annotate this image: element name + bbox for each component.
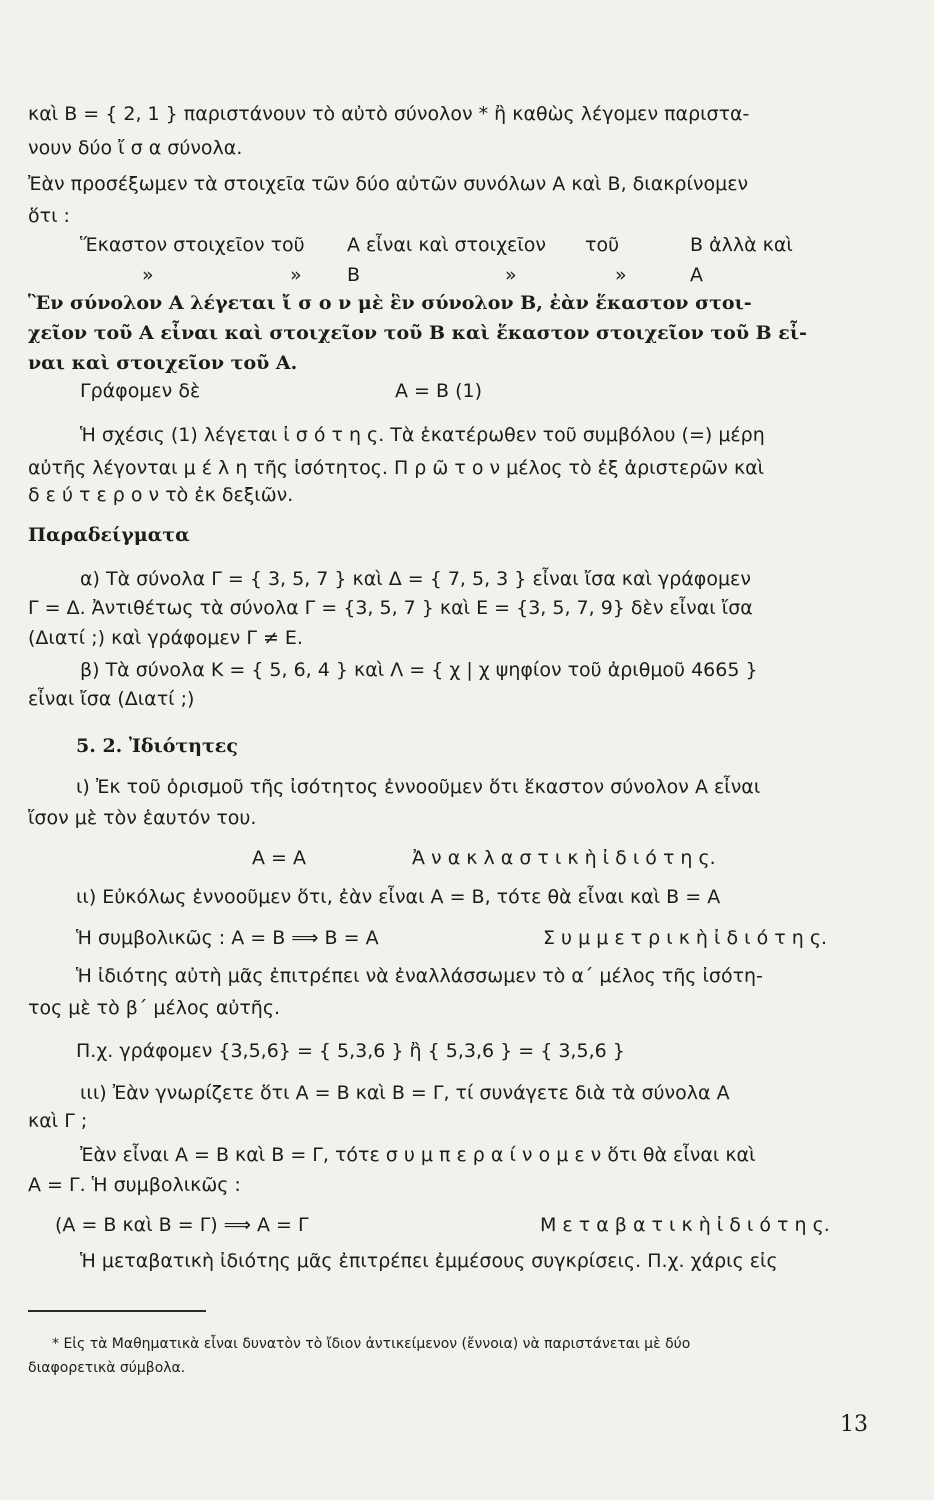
text-line: Ἡ ἰδιότης αὐτὴ μᾶς ἐπιτρέπει νὰ ἐναλλάσσωμεν τὸ α΄ μέλος τῆς ἰσότη- [76,965,763,987]
text-line: Α [690,264,703,286]
property-name: Μ ε τ α β α τ ι κ ὴ ἰ δ ι ό τ η ς. [540,1214,830,1236]
footnote-rule [28,1310,206,1312]
text-line: Ἐὰν προσέξωμεν τὰ στοιχεῖα τῶν δύο αὐτῶν συνόλων Α καὶ Β, διακρίνομεν [28,173,749,195]
text-line: δ ε ύ τ ε ρ ο ν τὸ ἐκ δεξιῶν. [28,484,294,506]
ditto-mark: » [290,264,302,286]
text-line: καὶ Β = { 2, 1 } παριστάνουν τὸ αὐτὸ σύνολον * ἢ καθὼς λέγομεν παριστα- [28,103,750,125]
text-line: Ἐὰν εἶναι Α = Β καὶ Β = Γ, τότε σ υ μ π ε ρ α ί ν ο μ ε ν ὅτι θὰ εἶναι καὶ [80,1144,756,1166]
text-line: (Διατί ;) καὶ γράφομεν Γ ≠ Ε. [28,627,303,649]
page-number: 13 [840,1412,868,1437]
ditto-mark: » [505,264,517,286]
property-name: Ἀ ν α κ λ α σ τ ι κ ὴ ἰ δ ι ό τ η ς. [412,847,716,869]
text-line: Ἡ σχέσις (1) λέγεται ἰ σ ό τ η ς. Τὰ ἑκατέρωθεν τοῦ συμβόλου (=) μέρη [80,424,765,446]
definition-line: χεῖον τοῦ Α εἶναι καὶ στοιχεῖον τοῦ Β καὶ ἕκαστον στοιχεῖον τοῦ Β εἶ- [28,322,807,344]
text-line: Γράφομεν δὲ [80,380,201,402]
equation: Ἡ συμβολικῶς : Α = Β ⟹ Β = Α [76,927,379,949]
text-line: Α εἶναι καὶ στοιχεῖον [347,234,546,256]
text-line: Ἡ μεταβατικὴ ἰδιότης μᾶς ἐπιτρέπει ἐμμέσους συγκρίσεις. Π.χ. χάρις εἰς [80,1250,778,1272]
equation: Α = Α [252,847,306,869]
ditto-mark: » [615,264,627,286]
text-line: Β [347,264,361,286]
equation: Α = Β (1) [395,380,482,402]
text-line: Ἕκαστον στοιχεῖον τοῦ [80,234,305,256]
property-name: Σ υ μ μ ε τ ρ ι κ ὴ ἰ δ ι ό τ η ς. [543,927,828,949]
ditto-mark: » [142,264,154,286]
definition-line: Ἓν σύνολον Α λέγεται ἴ σ ο ν μὲ ἓν σύνολον Β, ἐὰν ἕκαστον στοι- [28,292,752,314]
text-line: αὐτῆς λέγονται μ έ λ η τῆς ἰσότητος. Π ρ ῶ τ ο ν μέλος τὸ ἐξ ἀριστερῶν καὶ [28,457,765,479]
text-line: ι) Ἐκ τοῦ ὁρισμοῦ τῆς ἰσότητος ἐννοοῦμεν ὅτι ἕκαστον σύνολον Α εἶναι [76,776,761,798]
section-heading: Παραδείγματα [28,524,190,546]
text-line: καὶ Γ ; [28,1110,88,1132]
text-line: τοῦ [585,234,620,256]
text-line: ἴσον μὲ τὸν ἑαυτόν του. [28,807,257,829]
text-line: Β ἀλλὰ καὶ [690,234,793,256]
text-line: εἶναι ἴσα (Διατί ;) [28,688,195,710]
text-line: ιιι) Ἐὰν γνωρίζετε ὅτι Α = Β καὶ Β = Γ, τί συνάγετε διὰ τὰ σύνολα Α [80,1082,730,1104]
text-line: ιι) Εὐκόλως ἐννοοῦμεν ὅτι, ἐὰν εἶναι Α = Β, τότε θὰ εἶναι καὶ Β = Α [76,886,721,908]
text-line: νουν δύο ἴ σ α σύνολα. [28,137,243,159]
text-line: α) Τὰ σύνολα Γ = { 3, 5, 7 } καὶ Δ = { 7, 5, 3 } εἶναι ἴσα καὶ γράφομεν [80,568,751,590]
text-line: τος μὲ τὸ β΄ μέλος αὐτῆς. [28,997,281,1019]
text-line: β) Τὰ σύνολα Κ = { 5, 6, 4 } καὶ Λ = { χ | χ ψηφίον τοῦ ἀριθμοῦ 4665 } [80,659,758,681]
footnote: * Εἰς τὰ Μαθηματικὰ εἶναι δυνατὸν τὸ ἴδιον ἀντικείμενον (ἔννοια) νὰ παριστάνεται μὲ δύο [52,1336,691,1352]
text-line: ὅτι : [28,205,70,227]
section-heading: 5. 2. Ἰδιότητες [76,735,238,757]
text-line: Γ = Δ. Ἀντιθέτως τὰ σύνολα Γ = {3, 5, 7 } καὶ Ε = {3, 5, 7, 9} δὲν εἶναι ἴσα [28,597,753,619]
footnote: διαφορετικὰ σύμβολα. [28,1360,186,1376]
equation: (Α = Β καὶ Β = Γ) ⟹ Α = Γ [55,1214,309,1236]
equation: Π.χ. γράφομεν {3,5,6} = { 5,3,6 } ἢ { 5,3,6 } = { 3,5,6 } [76,1040,625,1062]
definition-line: ναι καὶ στοιχεῖον τοῦ Α. [28,352,298,374]
text-line: Α = Γ. Ἡ συμβολικῶς : [28,1174,241,1196]
